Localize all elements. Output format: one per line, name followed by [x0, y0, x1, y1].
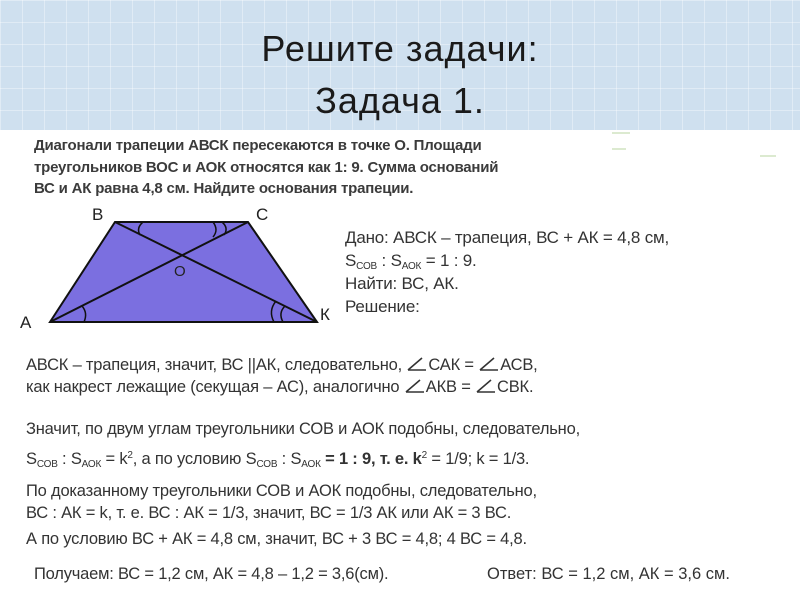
given-line: Дано: АВСК – трапеция, ВС + АК = 4,8 см, [345, 228, 669, 247]
label-o: О [174, 263, 186, 280]
label-c: С [256, 205, 269, 224]
solution-label: Решение: [345, 297, 420, 316]
decor-dash [612, 148, 626, 150]
decor-dash [612, 132, 630, 134]
slide-header [0, 0, 800, 130]
solution-line-7: А по условию ВС + АК = 4,8 см, значит, ВС + 3 ВС = 4,8; 4 ВС = 4,8. [26, 530, 527, 548]
solution-line-1: АВСК – трапеция, значит, ВС ||АК, следовательно, САК = АСВ, [26, 356, 538, 374]
decor-dash [760, 155, 776, 157]
find-line: Найти: ВС, АК. [345, 274, 459, 293]
solution-line-3: Значит, по двум углам треугольники СОВ и АОК подобны, следовательно, [26, 420, 580, 438]
slide-subtitle: Задача 1. [315, 80, 485, 121]
angle-icon [404, 379, 426, 393]
given-ratio: $S_{СОВ}$ : $S_{АОК} = 1$ : 9. [345, 251, 477, 272]
label-b: В [92, 205, 104, 224]
solution-line-6: ВС : АК = k, т. е. ВС : АК = 1/3, значит, ВС = 1/3 АК или АК = 3 ВС. [26, 504, 512, 522]
angle-icon [406, 357, 428, 371]
trapezoid-figure [0, 200, 360, 340]
problem-line-1: Диагонали трапеции АВСК пересекаются в точке О. Площади [34, 137, 482, 154]
angle-icon [478, 357, 500, 371]
problem-line-3: ВС и АК равна 4,8 см. Найдите основания трапеции. [34, 180, 414, 197]
solution-line-8: Получаем: ВС = 1,2 см, АК = 4,8 – 1,2 = 3,6(см). [34, 565, 389, 583]
slide-title: Решите задачи: [261, 28, 539, 69]
solution-line-4: $S_{СОВ}$ : $S_{АОК} = k^2$, а по условию $S_{СОВ}$ : $S_{АОК} = 1$ : 9, т. е. $k^2 = 1/9$; k = 1/3. [26, 450, 530, 470]
problem-line-2: треугольников ВОС и АОК относятся как 1: 9. Сумма оснований [34, 159, 499, 176]
answer-line: Ответ: ВС = 1,2 см, АК = 3,6 см. [487, 565, 730, 583]
solution-line-2: как накрест лежащие (секущая – АС), аналогично АКВ = СВК. [26, 378, 534, 396]
solution-line-5: По доказанному треугольники СОВ и АОК подобны, следовательно, [26, 482, 537, 500]
angle-icon [475, 379, 497, 393]
label-a: А [20, 313, 32, 332]
label-k: К [320, 305, 330, 324]
